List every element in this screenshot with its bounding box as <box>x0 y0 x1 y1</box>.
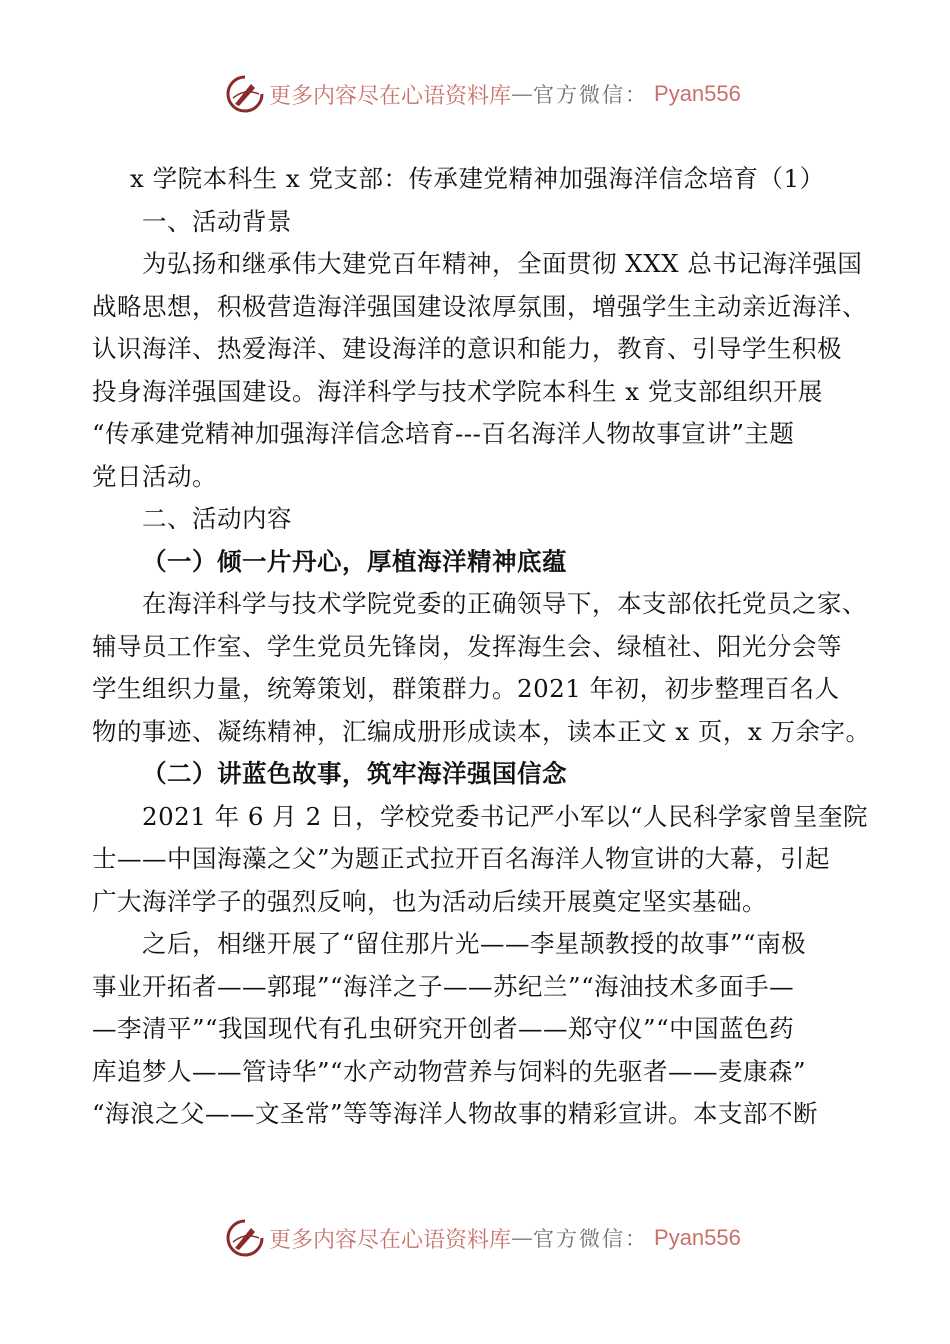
subsection-heading-1: （一）倾一片丹心，厚植海洋精神底蕴 <box>142 546 567 576</box>
quill-logo-icon <box>225 1218 265 1258</box>
banner-official-label: 官方微信： <box>533 1227 649 1251</box>
paragraph-line: —李清平”“我国现代有孔虫研究开创者——郑守仪”“中国蓝色药 <box>92 1014 795 1043</box>
paragraph-line: 为弘扬和继承伟大建党百年精神，全面贯彻 XXX 总书记海洋强国 <box>142 249 863 278</box>
header-banner <box>225 72 741 116</box>
paragraph-line: 学生组织力量，统筹策划，群策群力。2021 年初，初步整理百名人 <box>92 674 840 703</box>
banner-dash: — <box>511 81 534 107</box>
paragraph-line: 广大海洋学子的强烈反响，也为活动后续开展奠定坚实基础。 <box>92 886 767 916</box>
document-page <box>92 158 871 1136</box>
section-heading-background: 一、活动背景 <box>142 206 292 236</box>
quill-logo-icon <box>225 74 265 114</box>
banner-brand-text: 更多内容尽在心语资料库 <box>269 83 512 109</box>
paragraph-line: 辅导员工作室、学生党员先锋岗，发挥海生会、绿植社、阳光分会等 <box>92 631 842 661</box>
banner-wechat-id: Pyan556 <box>654 1225 741 1250</box>
paragraph-line: 认识海洋、热爱海洋、建设海洋的意识和能力，教育、引导学生积极 <box>92 334 842 363</box>
paragraph-line: 之后，相继开展了“留住那片光——李星颉教授的故事”“南极 <box>142 929 807 958</box>
footer-banner <box>225 1216 741 1260</box>
paragraph-line: 物的事迹、凝练精神，汇编成册形成读本，读本正文 x 页，x 万余字。 <box>92 716 871 746</box>
document-title: x 学院本科生 x 党支部：传承建党精神加强海洋信念培育（1） <box>130 164 825 193</box>
paragraph-line: 库追梦人——管诗华”“水产动物营养与饲料的先驱者——麦康森” <box>92 1056 807 1086</box>
banner-dash: — <box>511 1225 534 1251</box>
paragraph-line: “传承建党精神加强海洋信念培育---百名海洋人物故事宣讲”主题 <box>92 419 795 448</box>
paragraph-line: 士——中国海藻之父”为题正式拉开百名海洋人物宣讲的大幕，引起 <box>92 844 831 873</box>
banner-brand-text: 更多内容尽在心语资料库 <box>269 1227 512 1253</box>
paragraph-line: 在海洋科学与技术学院党委的正确领导下，本支部依托党员之家、 <box>142 589 867 618</box>
paragraph-line: 事业开拓者——郭琨”“海洋之子——苏纪兰”“海油技术多面手— <box>92 971 795 1001</box>
subsection-heading-2: （二）讲蓝色故事，筑牢海洋强国信念 <box>142 759 567 788</box>
section-heading-content: 二、活动内容 <box>142 504 292 533</box>
banner-wechat-id: Pyan556 <box>654 81 741 106</box>
paragraph-line: 战略思想，积极营造海洋强国建设浓厚氛围，增强学生主动亲近海洋、 <box>92 291 867 321</box>
paragraph-line: 2021 年 6 月 2 日，学校党委书记严小军以“人民科学家曾呈奎院 <box>142 801 868 831</box>
paragraph-line: 党日活动。 <box>92 461 217 491</box>
paragraph-line: 投身海洋强国建设。海洋科学与技术学院本科生 x 党支部组织开展 <box>92 376 823 406</box>
paragraph-line: “海浪之父——文圣常”等等海洋人物故事的精彩宣讲。本支部不断 <box>92 1099 819 1128</box>
banner-official-label: 官方微信： <box>533 83 649 107</box>
